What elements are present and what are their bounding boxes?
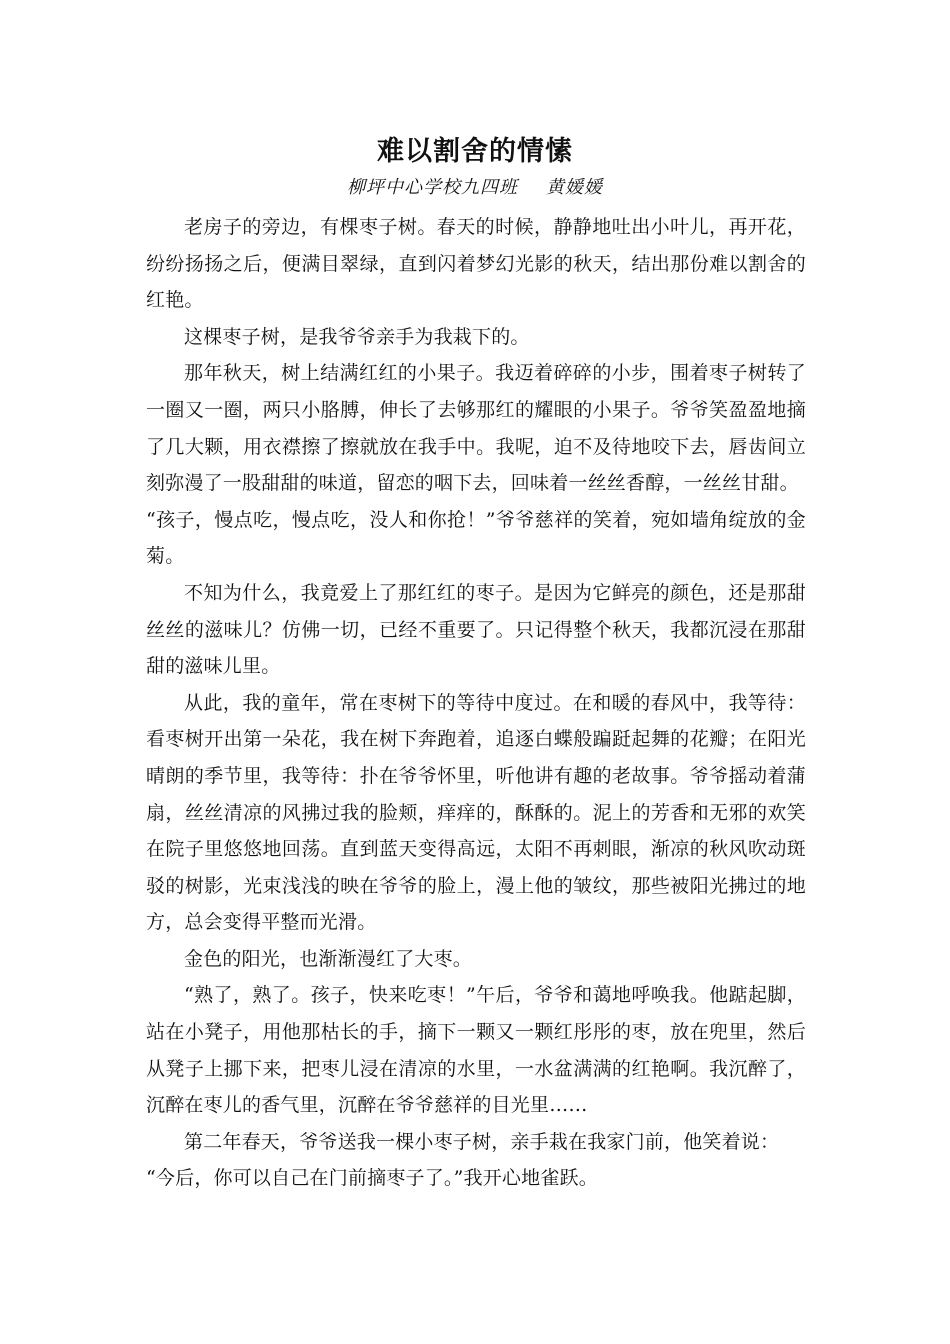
byline xyxy=(0,176,950,200)
paragraph: 从此，我的童年，常在枣树下的等待中度过。在和暖的春风中，我等待：看枣树开出第一朵花，我在树下奔跑着，追逐白蝶般蹁跹起舞的花瓣；在阳光晴朗的季节里，我等待：扑在爷爷怀里，听他讲有趣的老故事。爷爷摇动着蒲扇，丝丝清凉的风拂过我的脸颊，痒痒的，酥酥的。泥上的芳香和无邪的欢笑在院子里悠悠地回荡。直到蓝天变得高远，太阳不再刺眼，渐凉的秋风吹动斑驳的树影，光束浅浅的映在爷爷的脸上，漫上他的皱纹，那些被阳光拂过的地方，总会变得平整而光滑。 xyxy=(146,691,806,934)
article-body xyxy=(146,209,806,1197)
page-title: 难以割舍的情愫 xyxy=(377,136,573,167)
paragraph: 金色的阳光，也渐渐漫红了大枣。 xyxy=(184,947,473,970)
paragraph: 老房子的旁边，有棵枣子树。春天的时候，静静地吐出小叶儿，再开花，纷纷扬扬之后，便满目翠绿，直到闪着梦幻光影的秋天，结出那份难以割舍的红艳。 xyxy=(146,216,806,312)
author-name: 黄媛媛 xyxy=(546,177,603,198)
paragraph: “今后，你可以自己在门前摘枣子了。”我开心地雀跃。 xyxy=(146,1167,598,1190)
school-name: 柳坪中心学校九四班 xyxy=(347,177,518,198)
paragraph: 这棵枣子树，是我爷爷亲手为我栽下的。 xyxy=(184,325,530,348)
paragraph: “孩子，慢点吃，慢点吃，没人和你抢！”爷爷慈祥的笑着，宛如墙角绽放的金菊。 xyxy=(146,508,806,568)
paragraph: 第二年春天，爷爷送我一棵小枣子树，亲手栽在我家门前，他笑着说： xyxy=(184,1130,780,1153)
paragraph: “熟了，熟了。孩子，快来吃枣！”午后，爷爷和蔼地呼唤我。他踮起脚，站在小凳子，用他那枯长的手，摘下一颗又一颗红彤彤的枣，放在兜里，然后从凳子上挪下来，把枣儿浸在清凉的水里，一水盆满满的红艳啊。我沉醉了，沉醉在枣儿的香气里，沉醉在爷爷慈祥的目光里…… xyxy=(146,984,806,1117)
paragraph: 那年秋天，树上结满红红的小果子。我迈着碎碎的小步，围着枣子树转了一圈又一圈，两只小胳膊，伸长了去够那红的耀眼的小果子。爷爷笑盈盈地摘了几大颗，用衣襟擦了擦就放在我手中。我呢，迫不及待地咬下去，唇齿间立刻弥漫了一股甜甜的味道，留恋的咽下去，回味着一丝丝香醇，一丝丝甘甜。 xyxy=(146,362,806,495)
paragraph: 不知为什么，我竟爱上了那红红的枣子。是因为它鲜亮的颜色，还是那甜丝丝的滋味儿？仿佛一切，已经不重要了。只记得整个秋天，我都沉浸在那甜甜的滋味儿里。 xyxy=(146,581,806,678)
